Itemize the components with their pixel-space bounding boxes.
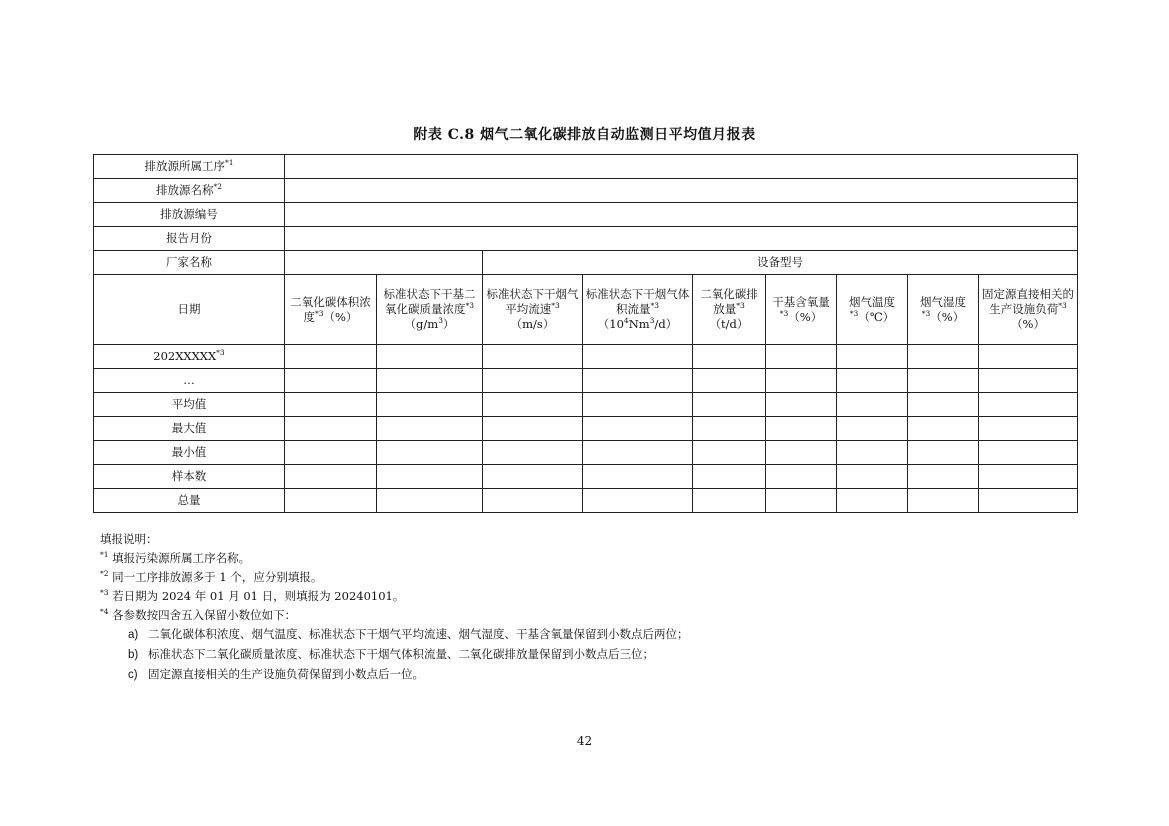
data-cell[interactable] (377, 441, 483, 465)
data-cell[interactable] (979, 393, 1078, 417)
row-label: 平均值 (94, 393, 285, 417)
data-cell[interactable] (979, 489, 1078, 513)
info-row (94, 179, 1078, 203)
note-4: $^{*4}$ 各参数按四舍五入保留小数位如下： (100, 607, 297, 622)
data-cell[interactable] (837, 417, 908, 441)
data-cell[interactable] (908, 441, 979, 465)
data-cell[interactable] (285, 393, 377, 417)
table-row (94, 393, 1078, 417)
data-cell[interactable] (693, 369, 766, 393)
info-label: 报告月份 (94, 227, 285, 251)
data-cell[interactable] (766, 441, 837, 465)
data-cell[interactable] (837, 441, 908, 465)
notes-heading: 填报说明： (100, 532, 158, 546)
data-cell[interactable] (837, 489, 908, 513)
data-cell[interactable] (285, 345, 377, 369)
data-cell[interactable] (693, 393, 766, 417)
header-oxygen-content: 干基含氧量$^{*3}$（%） (766, 275, 837, 345)
data-cell[interactable] (693, 465, 766, 489)
data-cell[interactable] (377, 393, 483, 417)
table-row (94, 465, 1078, 489)
data-cell[interactable] (483, 345, 583, 369)
manufacturer-label: 厂家名称 (94, 251, 285, 275)
data-cell[interactable] (693, 441, 766, 465)
data-cell[interactable] (766, 465, 837, 489)
data-cell[interactable] (979, 417, 1078, 441)
info-value-cell[interactable] (285, 179, 1078, 203)
info-label: 排放源所属工序$^{*1}$ (94, 155, 285, 179)
data-cell[interactable] (837, 393, 908, 417)
info-label: 排放源编号 (94, 203, 285, 227)
data-cell[interactable] (377, 417, 483, 441)
data-cell[interactable] (377, 345, 483, 369)
data-cell[interactable] (583, 465, 693, 489)
manufacturer-row (94, 251, 1078, 275)
table-row (94, 489, 1078, 513)
data-cell[interactable] (583, 417, 693, 441)
data-cell[interactable] (908, 489, 979, 513)
header-flue-gas-flow: 标准状态下干烟气体积流量$^{*3}$ $(10^4Nm^3/d)$ (583, 275, 693, 345)
row-label: 最大值 (94, 417, 285, 441)
data-cell[interactable] (377, 489, 483, 513)
header-flue-gas-velocity: 标准状态下干烟气平均流速$^{*3}$ （m/s） (483, 275, 583, 345)
data-cell[interactable] (285, 417, 377, 441)
table-row (94, 345, 1078, 369)
note-2: $^{*2}$ 同一工序排放源多于 1 个，应分别填报。 (100, 569, 323, 584)
row-label: 202XXXXX$^{*3}$ (94, 345, 285, 369)
model-label: 设备型号 (483, 251, 1078, 275)
info-value-cell[interactable] (285, 203, 1078, 227)
data-cell[interactable] (908, 393, 979, 417)
row-label: 总量 (94, 489, 285, 513)
data-cell[interactable] (908, 465, 979, 489)
data-cell[interactable] (837, 465, 908, 489)
data-cell[interactable] (583, 345, 693, 369)
data-cell[interactable] (908, 369, 979, 393)
data-cell[interactable] (693, 489, 766, 513)
data-cell[interactable] (766, 489, 837, 513)
data-cell[interactable] (837, 345, 908, 369)
data-cell[interactable] (979, 465, 1078, 489)
data-cell[interactable] (908, 345, 979, 369)
data-cell[interactable] (483, 441, 583, 465)
note-4b: b) 标准状态下二氧化碳质量浓度、标准状态下干烟气体积流量、二氧化碳排放量保留到小数点后三位； (128, 647, 654, 661)
row-label: 最小值 (94, 441, 285, 465)
info-row (94, 203, 1078, 227)
note-3: $^{*3}$ 若日期为 2024 年 01 月 01 日，则填报为 20240101。 (100, 588, 405, 603)
info-row (94, 155, 1078, 179)
data-cell[interactable] (693, 345, 766, 369)
data-cell[interactable] (979, 345, 1078, 369)
data-cell[interactable] (583, 369, 693, 393)
data-cell[interactable] (766, 393, 837, 417)
data-cell[interactable] (583, 489, 693, 513)
note-1: $^{*1}$ 填报污染源所属工序名称。 (100, 550, 251, 565)
data-cell[interactable] (693, 417, 766, 441)
data-cell[interactable] (285, 441, 377, 465)
table-row (94, 417, 1078, 441)
info-value-cell[interactable] (285, 155, 1078, 179)
table-row (94, 441, 1078, 465)
data-cell[interactable] (483, 417, 583, 441)
header-flue-gas-temperature: 烟气温度 $^{*3}$（℃） (837, 275, 908, 345)
header-co2-mass-concentration: 标准状态下干基二氧化碳质量浓度$^{*3}(g/m^3)$ (377, 275, 483, 345)
data-cell[interactable] (285, 489, 377, 513)
report-table (93, 154, 1078, 513)
column-header-row (94, 275, 1078, 345)
header-co2-volume-concentration: 二氧化碳体积浓度$^{*3}$（%） (285, 275, 377, 345)
data-cell[interactable] (979, 441, 1078, 465)
data-cell[interactable] (837, 369, 908, 393)
page-number: 42 (576, 734, 593, 748)
info-row (94, 227, 1078, 251)
data-cell[interactable] (583, 441, 693, 465)
note-4c: c) 固定源直接相关的生产设施负荷保留到小数点后一位。 (128, 667, 424, 681)
data-cell[interactable] (483, 369, 583, 393)
data-cell[interactable] (583, 393, 693, 417)
report-title: 附表 C.8 烟气二氧化碳排放自动监测日平均值月报表 (413, 127, 756, 143)
data-cell[interactable] (377, 369, 483, 393)
manufacturer-value-cell[interactable] (285, 251, 483, 275)
data-cell[interactable] (766, 417, 837, 441)
data-cell[interactable] (766, 369, 837, 393)
data-cell[interactable] (979, 369, 1078, 393)
data-cell[interactable] (285, 369, 377, 393)
data-cell[interactable] (285, 465, 377, 489)
info-value-cell[interactable] (285, 227, 1078, 251)
header-date: 日期 (94, 275, 285, 345)
data-cell[interactable] (483, 489, 583, 513)
header-co2-emission: 二氧化碳排放量$^{*3}$ （t/d） (693, 275, 766, 345)
row-label: 样本数 (94, 465, 285, 489)
data-cell[interactable] (908, 417, 979, 441)
info-label: 排放源名称$^{*2}$ (94, 179, 285, 203)
data-cell[interactable] (377, 465, 483, 489)
data-cell[interactable] (483, 465, 583, 489)
table-row (94, 369, 1078, 393)
data-cell[interactable] (483, 393, 583, 417)
fill-instructions (100, 530, 689, 685)
row-label: … (94, 369, 285, 393)
header-flue-gas-humidity: 烟气湿度 $^{*3}$（%） (908, 275, 979, 345)
note-4a: a) 二氧化碳体积浓度、烟气温度、标准状态下干烟气平均流速、烟气湿度、干基含氧量保留到小数点后两位； (128, 627, 689, 641)
header-facility-load: 固定源直接相关的生产设施负荷$^{*3}$（%） (979, 275, 1078, 345)
data-cell[interactable] (766, 345, 837, 369)
